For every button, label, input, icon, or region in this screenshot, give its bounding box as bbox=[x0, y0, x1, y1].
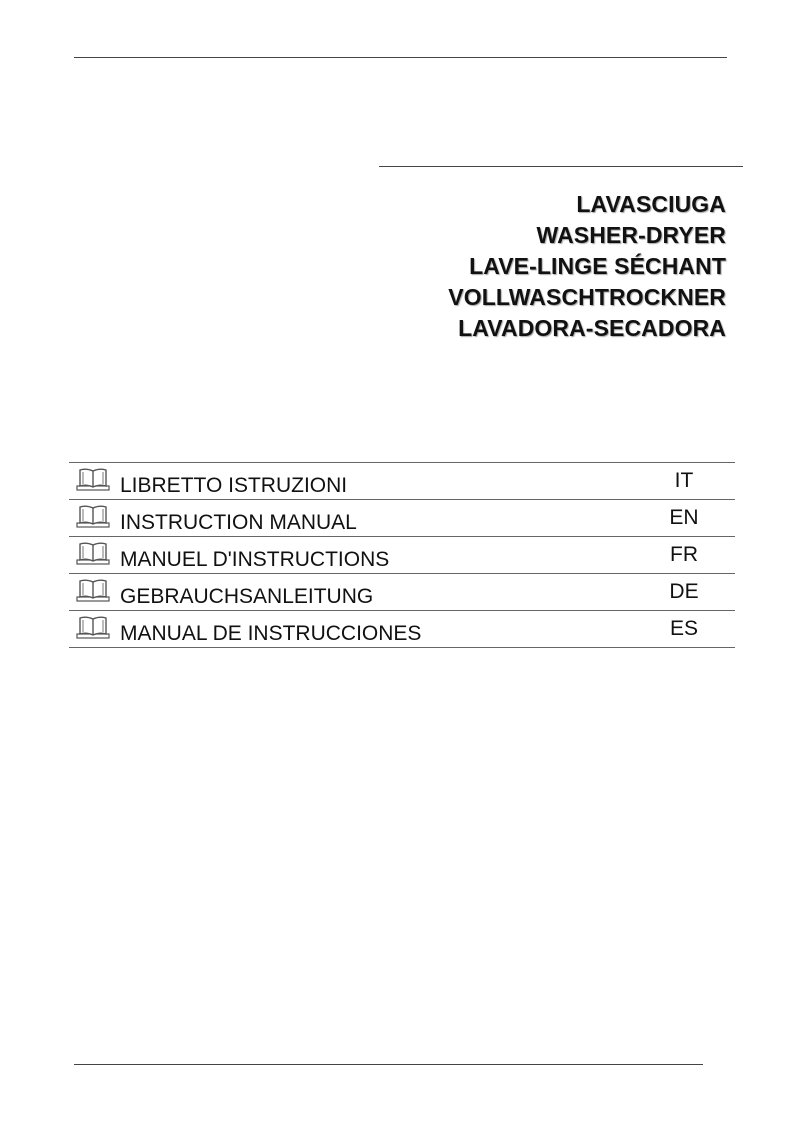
book-icon bbox=[76, 541, 110, 565]
book-icon bbox=[76, 615, 110, 639]
book-icon bbox=[76, 504, 110, 528]
book-icon bbox=[76, 578, 110, 602]
manual-row-en[interactable] bbox=[69, 500, 735, 537]
book-icon bbox=[76, 467, 110, 491]
manual-row-es[interactable] bbox=[69, 611, 735, 648]
title-divider bbox=[379, 166, 743, 167]
manual-label: MANUAL DE INSTRUCCIONES bbox=[120, 622, 422, 645]
product-title-block bbox=[448, 189, 726, 344]
language-manual-table bbox=[69, 462, 735, 648]
bottom-divider bbox=[74, 1064, 703, 1065]
manual-label: MANUEL D'INSTRUCTIONS bbox=[120, 548, 390, 571]
language-code: ES bbox=[669, 617, 698, 640]
manual-row-it[interactable] bbox=[69, 463, 735, 500]
product-title-it: LAVASCIUGA bbox=[576, 191, 726, 217]
manual-label: GEBRAUCHSANLEITUNG bbox=[120, 585, 374, 608]
manual-label: INSTRUCTION MANUAL bbox=[120, 511, 357, 534]
top-divider bbox=[74, 57, 727, 58]
product-title-fr: LAVE-LINGE SÉCHANT bbox=[469, 253, 726, 279]
manual-row-de[interactable] bbox=[69, 574, 735, 611]
product-title-es: LAVADORA-SECADORA bbox=[458, 315, 726, 341]
product-title-de: VOLLWASCHTROCKNER bbox=[448, 284, 726, 310]
manual-row-fr[interactable] bbox=[69, 537, 735, 574]
manual-label: LIBRETTO ISTRUZIONI bbox=[120, 474, 348, 497]
language-code: DE bbox=[669, 580, 699, 603]
language-code: EN bbox=[669, 506, 699, 529]
language-code: IT bbox=[674, 469, 694, 492]
language-code: FR bbox=[670, 543, 698, 566]
product-title-en: WASHER-DRYER bbox=[536, 222, 726, 248]
